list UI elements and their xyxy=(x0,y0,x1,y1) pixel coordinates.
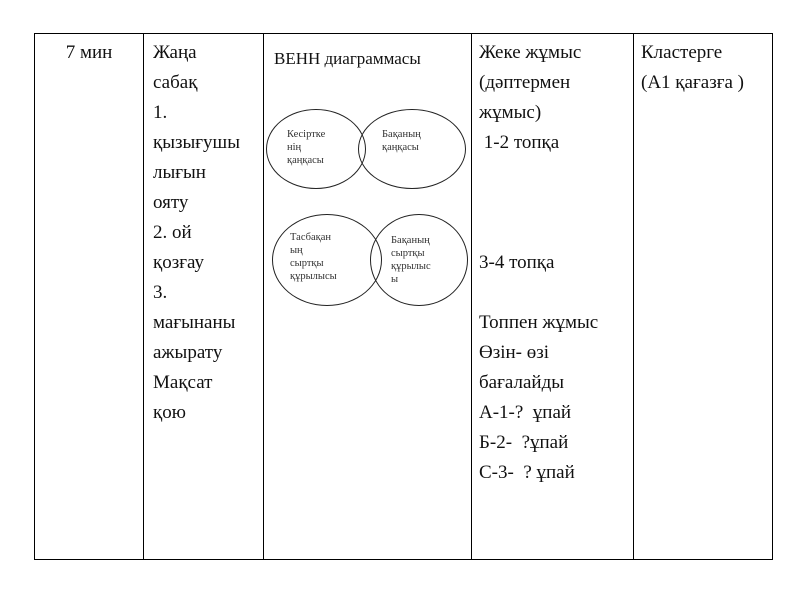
venn-label-frog-external: Бақаның сыртқы құрылыс ы xyxy=(391,235,431,285)
lesson-table xyxy=(34,33,773,560)
work-line: жұмыс) xyxy=(479,102,542,123)
stage-cell xyxy=(145,34,263,559)
stage-line: 2. ой xyxy=(153,222,192,243)
stage-line: Мақсат xyxy=(153,372,213,393)
venn-label-frog-skeleton: Бақаның қаңқасы xyxy=(382,129,421,153)
stage-line: ояту xyxy=(153,192,189,213)
stage-line: 3. xyxy=(153,282,168,303)
column-divider xyxy=(263,34,264,559)
work-line xyxy=(479,278,633,308)
column-divider xyxy=(633,34,634,559)
work-line: бағалайды xyxy=(479,372,565,393)
venn-label-lizard-skeleton: Кесіртке нің қаңқасы xyxy=(287,129,326,166)
venn-title: ВЕНН диаграммасы xyxy=(274,49,421,68)
stage-line: 1. xyxy=(153,102,168,123)
work-line: С-3- ? ұпай xyxy=(479,462,575,483)
work-line: А-1-? ұпай xyxy=(479,402,572,423)
work-cell xyxy=(473,34,633,559)
time-label: 7 мин xyxy=(65,42,113,63)
venn-label-turtle-external: Тасбақан ың сыртқы құрылысы xyxy=(290,232,337,282)
stage-line: лығын xyxy=(153,162,206,183)
column-divider xyxy=(471,34,472,559)
work-line: Топпен жұмыс xyxy=(479,312,599,333)
cluster-line: (А1 қағазға ) xyxy=(641,72,744,93)
stage-line: Жаңа xyxy=(153,42,197,63)
stage-line: ажырату xyxy=(153,342,223,363)
venn-cell xyxy=(265,34,471,559)
stage-line: қызығушы xyxy=(153,132,240,153)
stage-line: қозғау xyxy=(153,252,204,273)
cluster-line: Кластерге xyxy=(641,42,723,63)
work-line: 3-4 топқа xyxy=(479,252,555,273)
stage-line: қою xyxy=(153,402,186,423)
work-line: Б-2- ?ұпай xyxy=(479,432,569,453)
work-line: 1-2 топқа xyxy=(479,132,560,153)
work-line: (дәптермен xyxy=(479,72,571,93)
spacer xyxy=(479,158,633,248)
time-cell xyxy=(35,34,143,559)
cluster-cell xyxy=(635,34,772,559)
column-divider xyxy=(143,34,144,559)
stage-line: сабақ xyxy=(153,72,198,93)
stage-line: мағынаны xyxy=(153,312,236,333)
work-line: Өзін- өзі xyxy=(479,342,550,363)
work-line: Жеке жұмыс xyxy=(479,42,582,63)
